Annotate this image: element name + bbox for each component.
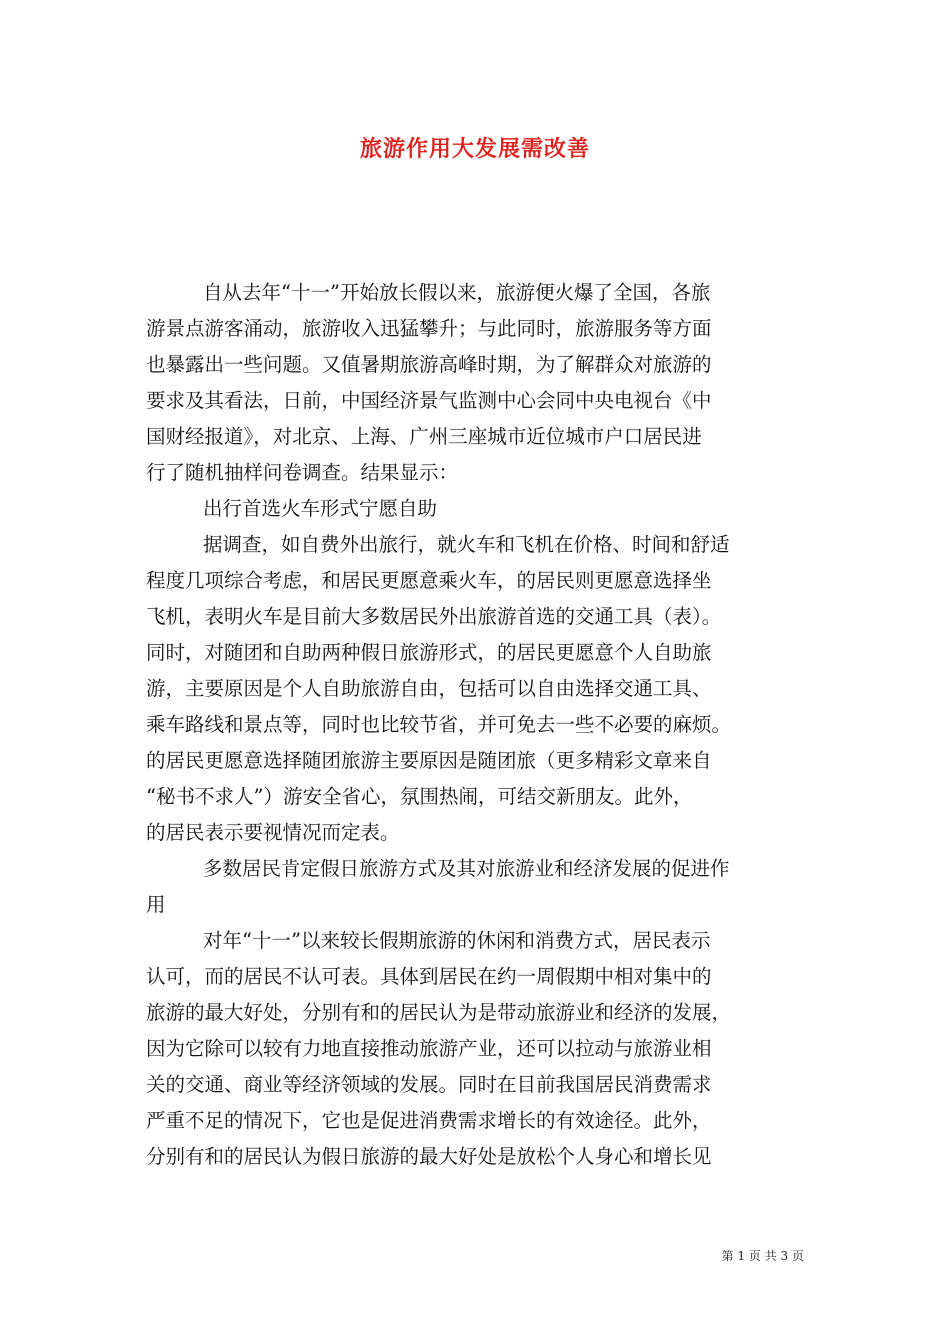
text-line: 据调查，如自费外出旅行，就火车和飞机在价格、时间和舒适 — [203, 533, 730, 556]
text-line: 行了随机抽样问卷调查。结果显示： — [146, 461, 459, 484]
page-number: 第 1 页 共 3 页 — [721, 1249, 804, 1263]
text-line: 同时，对随团和自助两种假日旅游形式，的居民更愿意个人自助旅 — [146, 641, 712, 664]
text-line: 因为它除可以较有力地直接推动旅游产业，还可以拉动与旅游业相 — [146, 1037, 712, 1060]
text-line: 认可，而的居民不认可表。具体到居民在约一周假期中相对集中的 — [146, 965, 712, 988]
text-line: 游，主要原因是个人自助旅游自由，包括可以自由选择交通工具、 — [146, 677, 712, 700]
text-line: 关的交通、商业等经济领域的发展。同时在目前我国居民消费需求 — [146, 1073, 712, 1096]
text-line: 严重不足的情况下，它也是促进消费需求增长的有效途径。此外， — [146, 1109, 712, 1132]
text-line: 也暴露出一些问题。又值暑期旅游高峰时期，为了解群众对旅游的 — [146, 353, 712, 376]
text-line: 国财经报道》，对北京、上海、广州三座城市近位城市户口居民进 — [146, 425, 702, 448]
text-line: 的居民表示要视情况而定表。 — [146, 821, 400, 844]
text-line: “秘书不求人”）游安全省心，氛围热闹，可结交新朋友。此外， — [146, 785, 693, 808]
text-line: 乘车路线和景点等，同时也比较节省，并可免去一些不必要的麻烦。 — [146, 713, 732, 736]
document-body — [146, 275, 810, 1175]
text-line: 自从去年“十一”开始放长假以来，旅游便火爆了全国，各旅 — [203, 281, 711, 304]
text-line: 要求及其看法，日前，中国经济景气监测中心会同中央电视台《中 — [146, 389, 712, 412]
section-heading: 用 — [146, 893, 166, 916]
text-line: 的居民更愿意选择随团旅游主要原因是随团旅（更多精彩文章来自 — [146, 749, 712, 772]
text-line: 对年“十一”以来较长假期旅游的休闲和消费方式，居民表示 — [203, 929, 711, 952]
text-line: 旅游的最大好处，分别有和的居民认为是带动旅游业和经济的发展， — [146, 1001, 732, 1024]
section-heading: 多数居民肯定假日旅游方式及其对旅游业和经济发展的促进作 — [203, 857, 730, 880]
document-title: 旅游作用大发展需改善 — [359, 136, 590, 162]
text-line: 程度几项综合考虑，和居民更愿意乘火车，的居民则更愿意选择坐 — [146, 569, 712, 592]
section-heading: 出行首选火车形式宁愿自助 — [203, 497, 438, 520]
text-line: 分别有和的居民认为假日旅游的最大好处是放松个人身心和增长见 — [146, 1145, 712, 1168]
text-line: 游景点游客涌动，旅游收入迅猛攀升；与此同时，旅游服务等方面 — [146, 317, 712, 340]
text-line: 飞机，表明火车是目前大多数居民外出旅游首选的交通工具（表）。 — [146, 605, 722, 628]
